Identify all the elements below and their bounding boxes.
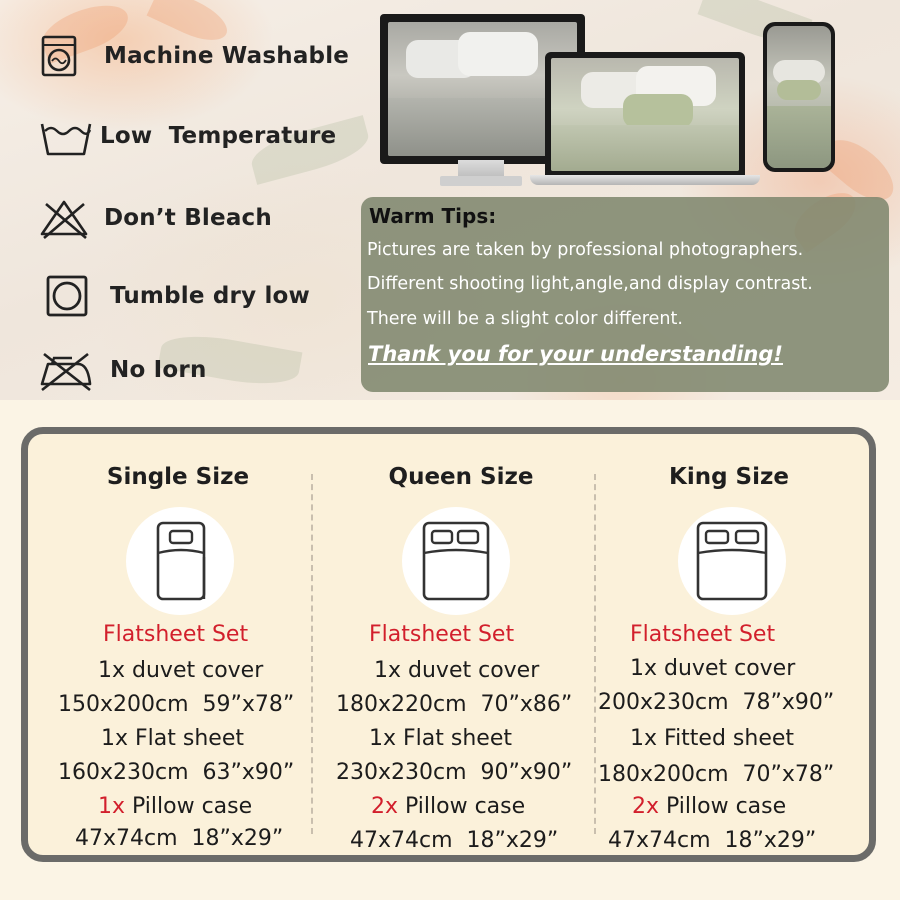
- top-banner: [0, 0, 900, 400]
- smartphone-photo: [763, 22, 835, 172]
- set-label: Flatsheet Set: [103, 622, 249, 647]
- pillow-dimensions: 47x74cm 18”x29”: [350, 828, 559, 853]
- queen-bed-icon: [402, 507, 510, 615]
- machine-wash-icon: [38, 34, 94, 78]
- size-title: Queen Size: [388, 464, 534, 490]
- pillow-count: 1x: [98, 794, 126, 819]
- set-label: Flatsheet Set: [369, 622, 515, 647]
- duvet-dimensions: 200x230cm 78”x90”: [598, 690, 835, 715]
- pillow-count: 2x: [371, 794, 399, 819]
- sheet-quantity: 1x Flat sheet: [369, 726, 512, 751]
- care-item-low-temperature: [38, 114, 336, 158]
- set-label: Flatsheet Set: [630, 622, 776, 647]
- size-column-king: [594, 434, 874, 855]
- care-label: Don’t Bleach: [104, 205, 272, 231]
- care-item-tumble-dry: [38, 274, 310, 318]
- no-iron-icon: [38, 348, 94, 392]
- pillow-count: 2x: [632, 794, 660, 819]
- care-label: Machine Washable: [104, 43, 350, 69]
- king-bed-icon: [678, 507, 786, 615]
- pillow-label: Pillow case: [398, 794, 526, 819]
- pillow-label: Pillow case: [125, 794, 253, 819]
- care-item-no-bleach: [38, 196, 272, 240]
- laptop-photo: [545, 52, 745, 177]
- size-column-single: [33, 434, 313, 855]
- warm-tips-title: Warm Tips:: [369, 204, 497, 228]
- laptop-base: [530, 175, 760, 185]
- duvet-dimensions: 180x220cm 70”x86”: [336, 692, 573, 717]
- sheet-dimensions: 180x200cm 70”x78”: [598, 762, 835, 787]
- duvet-quantity: 1x duvet cover: [374, 658, 540, 683]
- monitor-base: [440, 176, 522, 186]
- no-bleach-icon: [38, 196, 94, 240]
- warm-tips-box: [361, 197, 889, 392]
- tumble-dry-low-icon: [38, 274, 94, 318]
- pillow-quantity: [98, 794, 252, 819]
- low-temperature-wash-icon: [38, 114, 94, 158]
- duvet-quantity: 1x duvet cover: [98, 658, 264, 683]
- warm-tips-line: There will be a slight color different.: [367, 309, 683, 329]
- size-column-queen: [316, 434, 596, 855]
- care-label: Tumble dry low: [110, 283, 310, 309]
- warm-tips-line: Different shooting light,angle,and display contrast.: [367, 274, 813, 294]
- size-title: Single Size: [106, 464, 250, 490]
- care-item-machine-wash: [38, 34, 349, 78]
- pillow-dimensions: 47x74cm 18”x29”: [608, 828, 817, 853]
- care-label: Low Temperature: [100, 123, 337, 149]
- size-comparison-panel: [21, 427, 876, 862]
- pillow-quantity: [632, 794, 786, 819]
- warm-tips-line: Pictures are taken by professional photographers.: [367, 240, 804, 260]
- single-bed-icon: [126, 507, 234, 615]
- care-label: No Iorn: [110, 357, 207, 383]
- warm-tips-thanks: Thank you for your understanding!: [368, 342, 783, 366]
- pillow-label: Pillow case: [659, 794, 787, 819]
- sheet-quantity: 1x Fitted sheet: [630, 726, 795, 751]
- duvet-quantity: 1x duvet cover: [630, 656, 796, 681]
- sheet-dimensions: 160x230cm 63”x90”: [58, 760, 295, 785]
- size-title: King Size: [669, 464, 789, 490]
- sheet-quantity: 1x Flat sheet: [101, 726, 244, 751]
- care-item-no-iron: [38, 348, 207, 392]
- duvet-dimensions: 150x200cm 59”x78”: [58, 692, 295, 717]
- pillow-dimensions: 47x74cm 18”x29”: [75, 826, 284, 851]
- pillow-quantity: [371, 794, 525, 819]
- sheet-dimensions: 230x230cm 90”x90”: [336, 760, 573, 785]
